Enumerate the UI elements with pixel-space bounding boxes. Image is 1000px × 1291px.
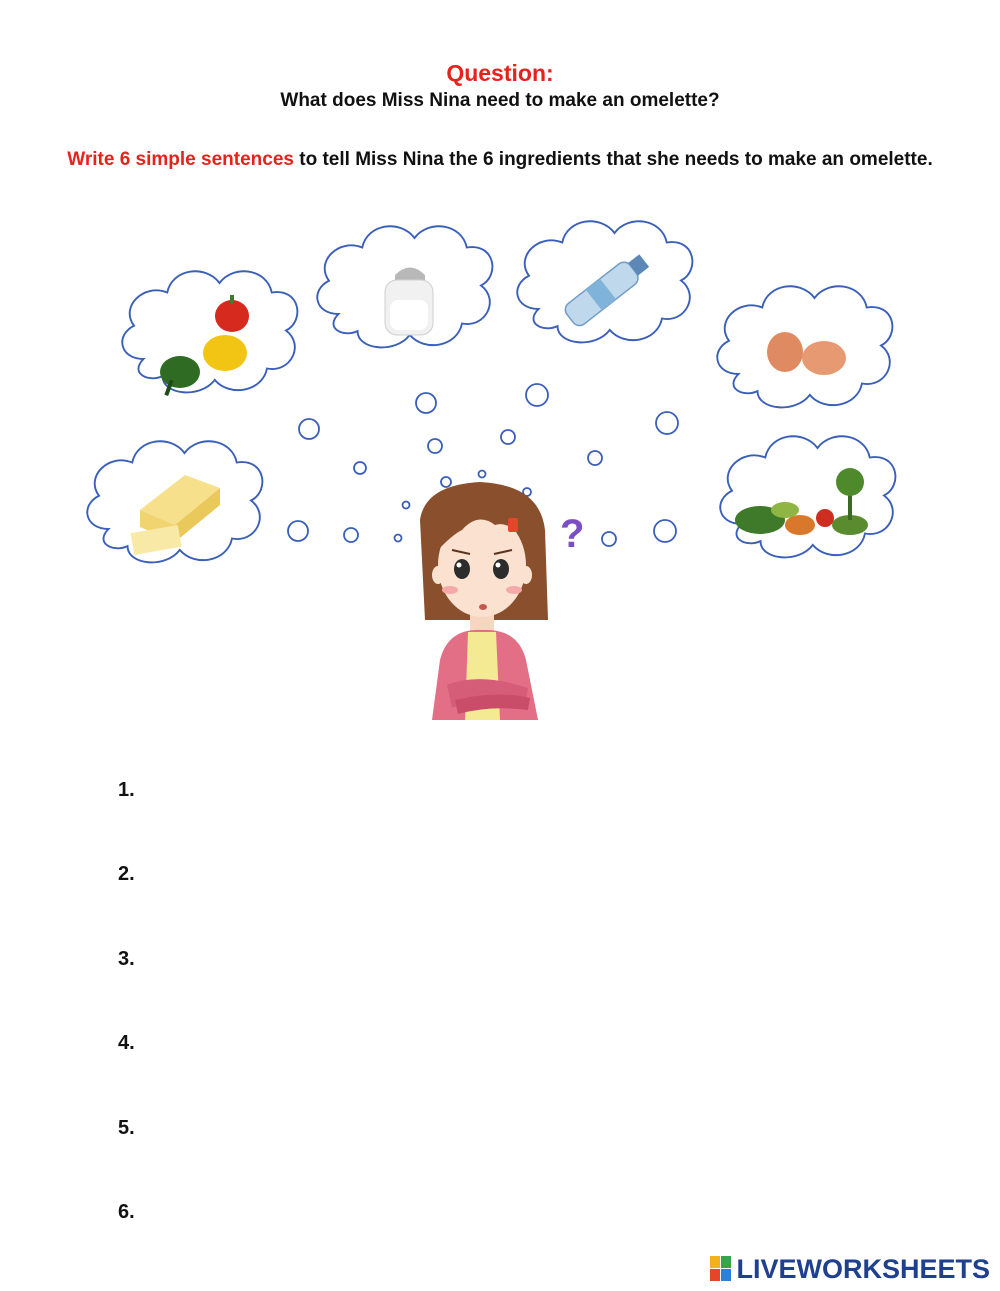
cloud-eggs (717, 286, 892, 407)
answer-input-4[interactable] (158, 1032, 902, 1064)
answer-number-3: 3. (118, 948, 135, 970)
answer-number-5: 5. (118, 1117, 135, 1139)
question-text: What does Miss Nina need to make an omelette? (280, 90, 720, 111)
answer-number-1: 1. (118, 779, 135, 801)
answer-row-2 (118, 863, 898, 903)
girl-thinking-icon (420, 482, 548, 720)
instruction-rest: to tell Miss Nina the 6 ingredients that she needs to make an omelette. (293, 149, 933, 170)
question-mark-icon: ? (560, 512, 585, 556)
answer-number-6: 6. (118, 1201, 135, 1223)
brand-name: LIVEWORKSHEETS (736, 1253, 990, 1284)
instruction-highlight: Write 6 simple sentences (67, 149, 294, 170)
cloud-water (517, 221, 692, 342)
answer-input-1[interactable] (158, 779, 902, 811)
answer-row-3 (118, 948, 898, 988)
cloud-butter (87, 441, 262, 562)
cloud-vegetables (720, 436, 895, 557)
liveworksheets-brand (710, 1252, 990, 1286)
answer-input-5[interactable] (158, 1117, 902, 1149)
answer-input-6[interactable] (158, 1201, 902, 1233)
question-label: Question: (446, 60, 554, 86)
answer-number-2: 2. (118, 863, 135, 885)
answer-input-2[interactable] (158, 863, 902, 895)
cloud-salt (317, 226, 492, 347)
answer-row-6 (118, 1201, 898, 1241)
answer-number-4: 4. (118, 1032, 135, 1054)
cloud-peppers (122, 271, 297, 396)
answer-row-4 (118, 1032, 898, 1072)
answer-row-1 (118, 779, 898, 819)
answer-input-3[interactable] (158, 948, 902, 980)
answer-row-5 (118, 1117, 898, 1157)
instruction (60, 146, 940, 173)
thinking-illustration (0, 220, 1000, 730)
liveworksheets-logo-icon (710, 1256, 732, 1282)
